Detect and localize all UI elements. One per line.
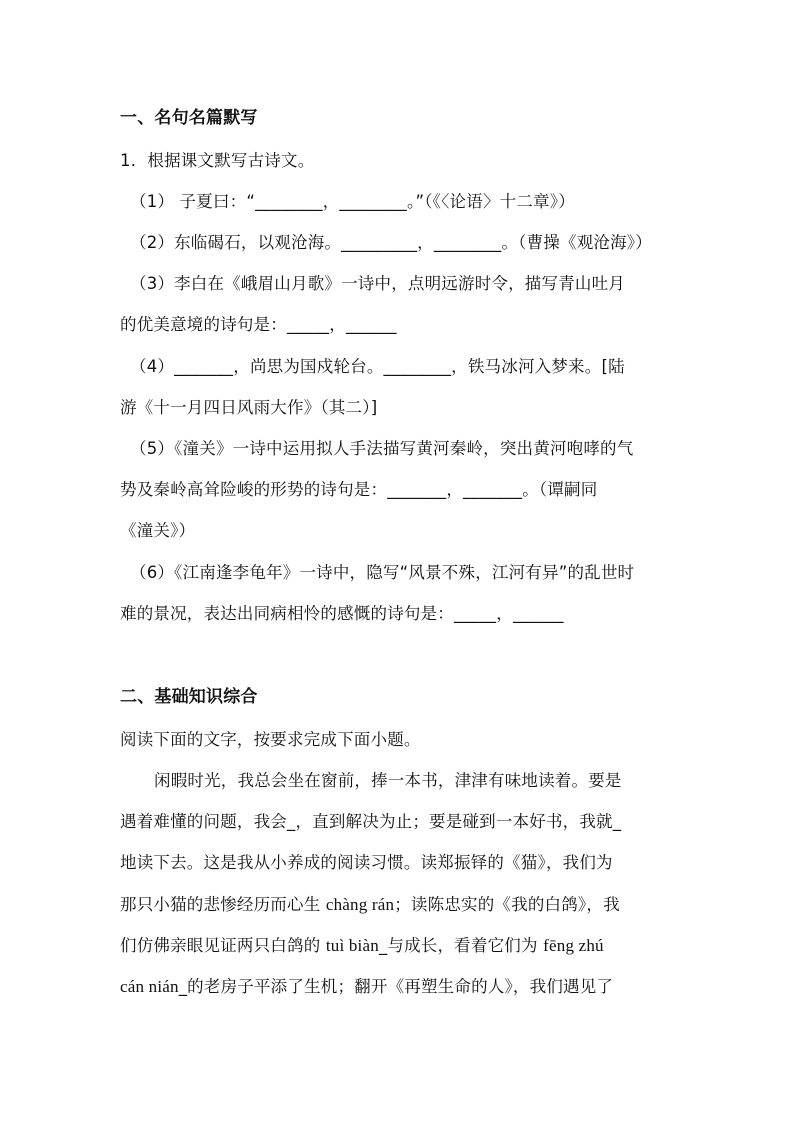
section2-heading: 二、基础知识综合 xyxy=(120,687,258,707)
item-4-line2: 游《十一月四日风雨大作》（其二）] xyxy=(120,398,378,417)
paragraph-line-5-text-c: _与成长，看着它们为 xyxy=(378,936,544,955)
paragraph-line-4-text-c: ；读陈忠实的《我的白鸽》，我 xyxy=(394,895,620,914)
pinyin-tui-bian: tuì biàn xyxy=(325,936,379,955)
question-1: 1．根据课文默写古诗文。 xyxy=(120,151,315,170)
paragraph-line-1: 闲暇时光，我总会坐在窗前，捧一本书，津津有味地读着。要是 xyxy=(154,771,622,790)
pinyin-can-nian: cán nián xyxy=(120,977,179,996)
item-5-line1: （5）《潼关》一诗中运用拟人手法描写黄河秦岭，突出黄河咆哮的气 xyxy=(130,439,634,458)
paragraph-line-3: 地读下去。这是我从小养成的阅读习惯。读郑振铎的《猫》，我们为 xyxy=(120,853,613,872)
item-3-line2: 的优美意境的诗句是：_____，______ xyxy=(120,315,397,334)
item-4-line1: （4）_______，尚思为国戍轮台。________，铁马冰河入梦来。[陆 xyxy=(130,357,625,376)
item-5-line2: 势及秦岭高耸险峻的形势的诗句是：_______，_______。（谭嗣同 xyxy=(120,480,598,499)
item-5-line3: 《潼关》） xyxy=(120,521,196,540)
item-6-line2: 难的景况，表达出同病相怜的感慨的诗句是：_____，______ xyxy=(120,604,564,623)
item-2: （2）东临碣石，以观沧海。_________，________。（曹操《观沧海》） xyxy=(130,233,652,252)
item-1: （1） 子夏曰：“________，________。”（《〈论语〉十二章》） xyxy=(130,192,575,211)
paragraph-line-5 xyxy=(120,936,604,956)
paragraph-line-2: 遇着难懂的问题，我会_，直到解决为止；要是碰到一本好书，我就_ xyxy=(120,812,622,831)
paragraph-line-5-text-a: 们仿佛亲眼见证两只白鸽的 xyxy=(120,936,326,955)
pinyin-chang-ran: chàng rán xyxy=(325,895,395,914)
item-3-line1: （3）李白在《峨眉山月歌》一诗中，点明远游时令，描写青山吐月 xyxy=(130,274,625,293)
section2-intro: 阅读下面的文字，按要求完成下面小题。 xyxy=(120,730,421,749)
paragraph-line-4-text-a: 那只小猫的悲惨经历而心生 xyxy=(120,895,326,914)
paragraph-line-4 xyxy=(120,895,620,915)
paragraph-line-6 xyxy=(120,977,613,997)
pinyin-feng-zhu: fēng zhú xyxy=(543,936,604,955)
section1-heading: 一、名句名篇默写 xyxy=(120,108,258,128)
item-6-line1: （6）《江南逢李龟年》一诗中，隐写“风景不殊，江河有异”的乱世时 xyxy=(130,563,635,582)
paragraph-line-6-text-b: _的老房子平添了生机；翻开《再塑生命的人》，我们遇见了 xyxy=(178,977,614,996)
